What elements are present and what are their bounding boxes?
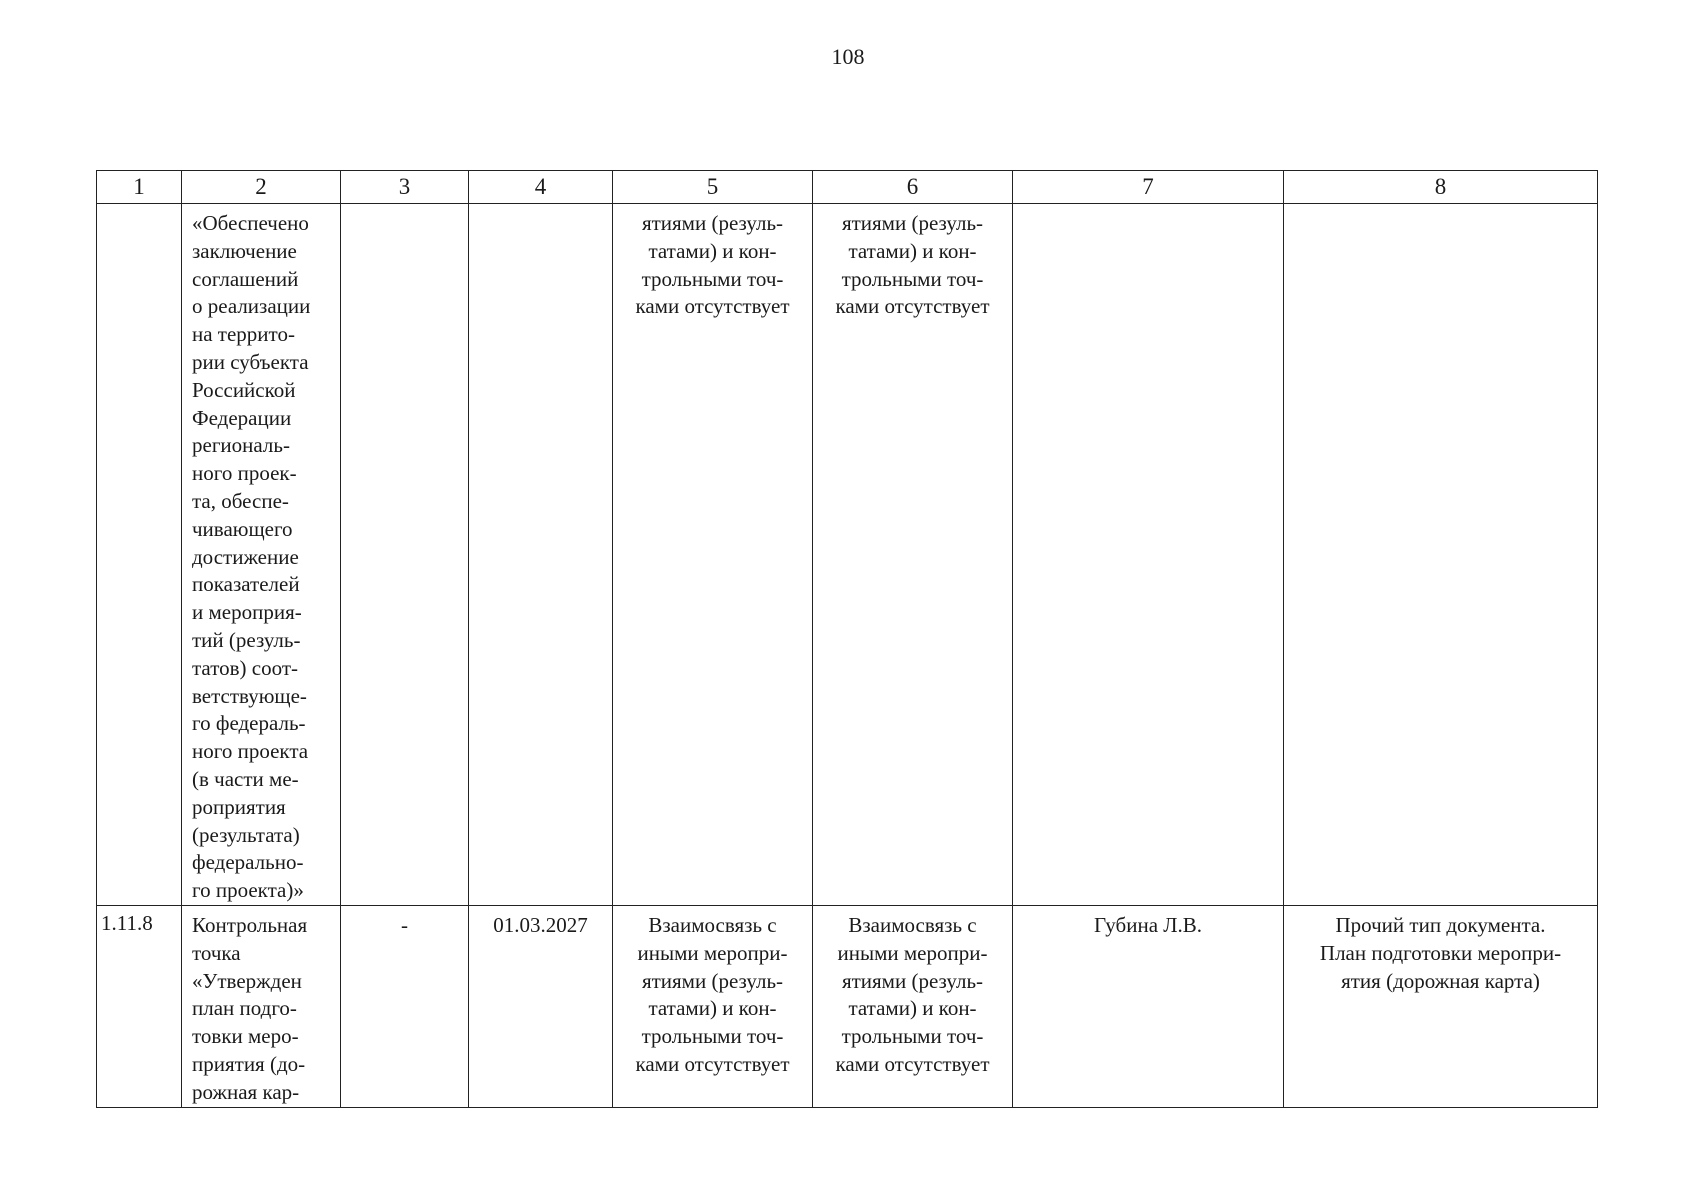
header-col-5: 5 (613, 171, 813, 204)
cell-date: 01.03.2027 (469, 905, 613, 1107)
header-col-3: 3 (341, 171, 469, 204)
cell-date (469, 204, 613, 906)
table-row-1-11-8 (97, 905, 1598, 1107)
cell-relation-prev: Взаимосвязь с иными меропри- ятиями (резуль- татами) и кон- трольными точ- ками отсутствует (613, 905, 813, 1107)
cell-responsible (1013, 204, 1284, 906)
cell-document (1284, 204, 1598, 906)
cell-name: «Обеспечено заключение соглашений о реализации на террито- рии субъекта Российской Федерации региональ- ного проек- та, обеспе- чивающего достижение показателей и мероприя- тий (резуль- татов) соот- ветствующе- го федераль- ного проекта (в части ме- роприятия (результата) федерально- го проекта)» (182, 204, 341, 906)
cell-number (97, 204, 182, 906)
cell-relation-next: ятиями (резуль- татами) и кон- трольными точ- ками отсутствует (813, 204, 1013, 906)
cell-relation-next: Взаимосвязь с иными меропри- ятиями (резуль- татами) и кон- трольными точ- ками отсутствует (813, 905, 1013, 1107)
table-header-row (97, 171, 1598, 204)
header-col-4: 4 (469, 171, 613, 204)
header-col-2: 2 (182, 171, 341, 204)
cell-name: Контрольная точка «Утвержден план подго- товки меро- приятия (до- рожная кар- (182, 905, 341, 1107)
cell-document: Прочий тип документа. План подготовки меропри- ятия (дорожная карта) (1284, 905, 1598, 1107)
page-number: 108 (831, 44, 865, 69)
cell-relation-prev: ятиями (резуль- татами) и кон- трольными точ- ками отсутствует (613, 204, 813, 906)
cell-col3: - (341, 905, 469, 1107)
events-table (96, 170, 1598, 1108)
header-col-1: 1 (97, 171, 182, 204)
cell-number: 1.11.8 (97, 905, 182, 1107)
table-row-continued (97, 204, 1598, 906)
header-col-6: 6 (813, 171, 1013, 204)
cell-col3 (341, 204, 469, 906)
header-col-8: 8 (1284, 171, 1598, 204)
cell-responsible: Губина Л.В. (1013, 905, 1284, 1107)
header-col-7: 7 (1013, 171, 1284, 204)
